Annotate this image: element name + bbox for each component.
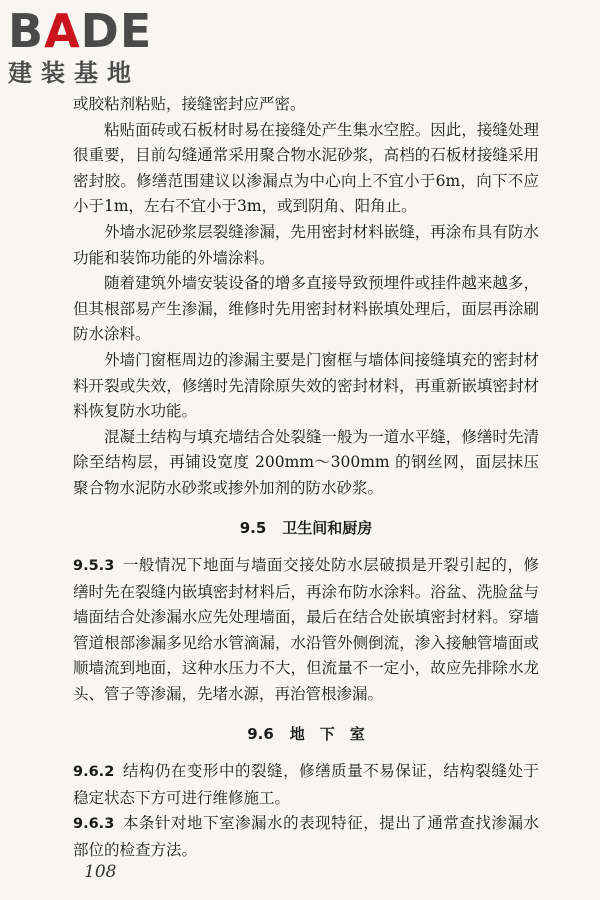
clause-9-5-3 xyxy=(73,553,539,708)
clause-text: 一般情况下地面与墙面交接处防水层破损是开裂引起的，修缮时先在裂缝内嵌填密封材料后，再涂布防水涂料。浴盆、洗脸盆与墙面结合处渗漏水应先处理墙面，最后在结合处嵌填密封材料。穿墙管道根部渗漏多见给水管滴漏，水沿管外侧倒流，渗入接触管墙面或顺墙流到地面，这种水压力不大，但流量不一定小，故应先排除水龙头、管子等渗漏，先堵水源，再治管根渗漏。 xyxy=(73,556,539,704)
paragraph: 或胶粘剂粘贴，接缝密封应严密。 xyxy=(73,95,306,113)
logo-subtitle: 建装基地 xyxy=(8,59,140,87)
clause-9-6-2 xyxy=(73,759,539,811)
page-number: 108 xyxy=(84,862,117,882)
section-heading-9-6 xyxy=(73,722,539,748)
clause-text: 本条针对地下室渗漏水的表现特征，提出了通常查找渗漏水部位的检查方法。 xyxy=(73,814,539,860)
clause-number: 9.6.2 xyxy=(73,764,115,781)
clause-number: 9.5.3 xyxy=(73,558,115,575)
clause-9-6-3 xyxy=(73,811,539,863)
section-heading-9-5 xyxy=(73,516,539,542)
page-body xyxy=(73,92,539,864)
clause-text: 结构仍在变形中的裂缝，修缮质量不易保证，结构裂缝处于稳定状态下方可进行维修施工。 xyxy=(73,762,539,807)
section-title: 卫生间和厨房 xyxy=(282,518,373,537)
brand-logo xyxy=(8,6,178,88)
paragraph: 随着建筑外墙安装设备的增多直接导致预埋件或挂件越来越多，但其根部易产生渗漏，维修时先用密封材料嵌填处理后，面层再涂刷防水涂料。 xyxy=(73,274,539,344)
section-title: 地 下 室 xyxy=(289,724,365,743)
paragraph: 粘贴面砖或石板材时易在接缝处产生集水空腔。因此，接缝处理很重要，目前勾缝通常采用聚合物水泥砂浆，高档的石板材接缝采用密封胶。修缮范围建议以渗漏点为中心向上不宜小于6m，向下不应小于1m，左右不宜小于3m，或到阴角、阳角止。 xyxy=(73,120,539,216)
section-number: 9.6 xyxy=(247,724,274,743)
section-number: 9.5 xyxy=(239,518,267,537)
paragraph: 混凝土结构与填充墙结合处裂缝一般为一道水平缝，修缮时先清除至结构层，再铺设宽度 200mm～300mm 的钢丝网，面层抹压聚合物水泥防水砂浆或掺外加剂的防水砂浆。 xyxy=(73,427,539,497)
paragraph: 外墙水泥砂浆层裂缝渗漏，先用密封材料嵌缝，再涂布具有防水功能和装饰功能的外墙涂料。 xyxy=(73,222,539,267)
paragraph: 外墙门窗框周边的渗漏主要是门窗框与墙体间接缝填充的密封材料开裂或失效，修缮时先清除原失效的密封材料，再重新嵌填密封材料恢复防水功能。 xyxy=(73,350,539,421)
clause-number: 9.6.3 xyxy=(73,816,115,833)
logo-wordmark: BADE xyxy=(8,4,153,58)
